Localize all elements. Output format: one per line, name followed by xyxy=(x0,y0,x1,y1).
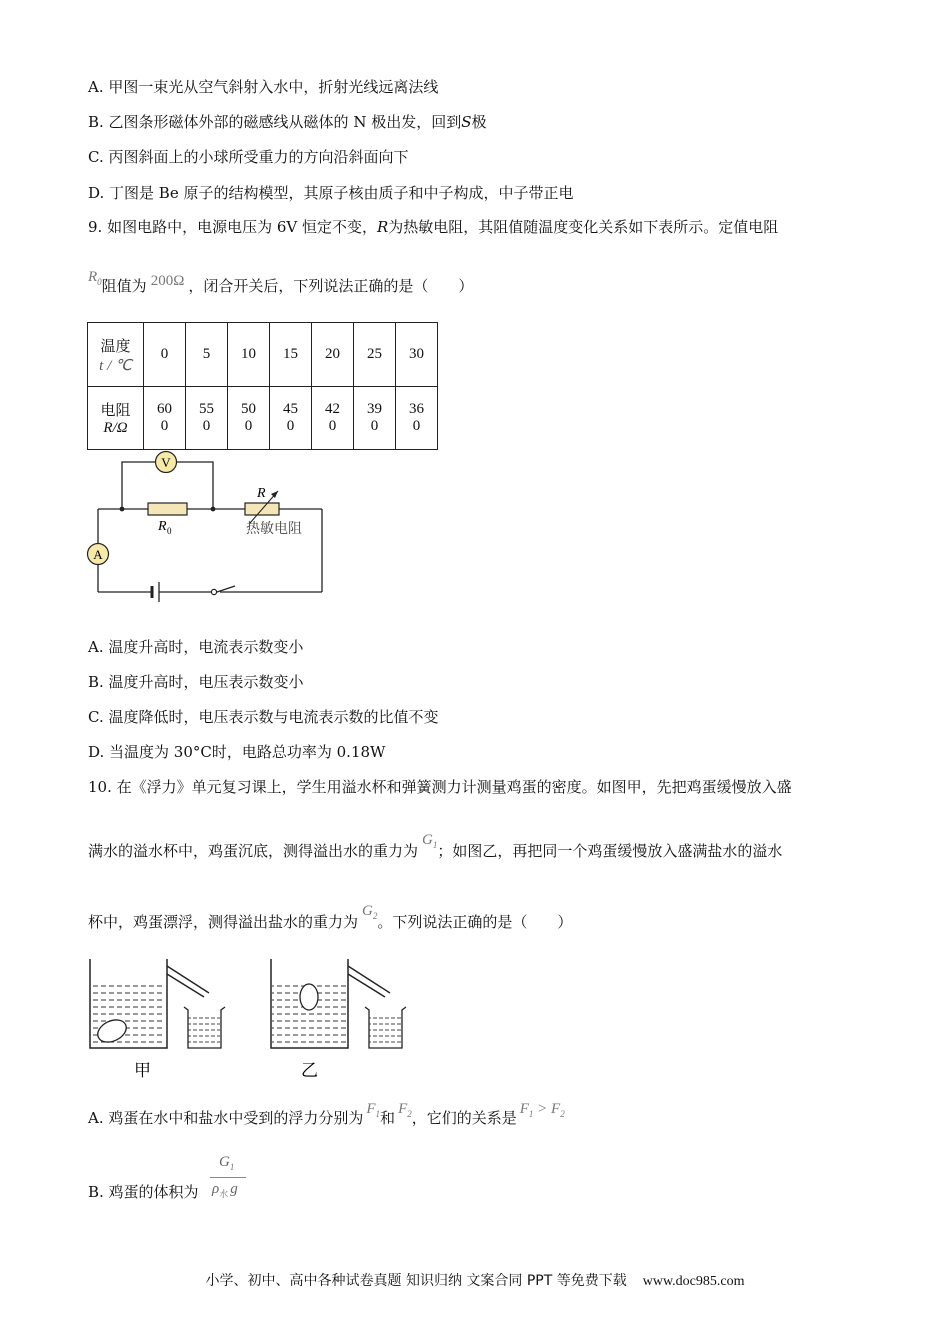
switch-contact-icon xyxy=(211,589,216,594)
q10-g2-symbol xyxy=(362,903,377,919)
circuit-diagram xyxy=(80,445,340,610)
fraction-numerator xyxy=(219,1154,234,1172)
q9-option-d: D. 当温度为 30°C时，电路总功率为 0.18W xyxy=(88,743,386,761)
res-label: 电阻 xyxy=(100,401,131,419)
q10-relation xyxy=(520,1101,565,1117)
q10-option-a-mid: ，它们的关系是 xyxy=(411,1109,517,1127)
q9-stem-r: R xyxy=(377,218,389,236)
footer-url[interactable]: www.doc985.com xyxy=(642,1274,745,1289)
page-footer xyxy=(0,1270,950,1290)
q10-stem2-post: ；如图乙，再把同一个鸡蛋缓慢放入盛满盐水的溢水 xyxy=(437,842,783,860)
q10-option-b: B. 鸡蛋的体积为 xyxy=(88,1183,199,1201)
q10-stem3-text: 杯中，鸡蛋漂浮，测得溢出盐水的重力为 xyxy=(88,913,359,931)
q9-stem-mid: 阻值为 xyxy=(101,277,147,295)
q10-f1-sub: 1 xyxy=(375,1109,381,1119)
q10-option-a-and: 和 xyxy=(380,1109,396,1127)
voltmeter-label: V xyxy=(161,455,171,470)
fraction-g: g xyxy=(230,1181,238,1197)
q10-stem-line1: 10. 在《浮力》单元复习课上，学生用溢水杯和弹簧测力计测量鸡蛋的密度。如图甲，先把鸡蛋缓慢放入盛 xyxy=(88,778,792,796)
q9-stem-post: ，闭合开关后，下列说法正确的是（ ） xyxy=(188,277,474,295)
table-cell xyxy=(354,387,396,450)
q9-r0-symbol xyxy=(88,269,102,285)
arrow-head-icon xyxy=(271,491,278,498)
q10-option-a xyxy=(88,1101,565,1134)
q10-rel-f1: F xyxy=(519,1101,529,1117)
junction-dot-right xyxy=(211,507,216,512)
spout-icon xyxy=(167,966,209,993)
q10-stem2-text: 满水的溢水杯中，鸡蛋沉底，测得溢出水的重力为 xyxy=(88,842,419,860)
table-cell: 0 xyxy=(144,323,186,387)
q10-g2-sub: 2 xyxy=(372,911,378,921)
q10-stem-line2 xyxy=(88,832,783,867)
table-row-temperature xyxy=(88,323,438,387)
table-cell xyxy=(396,387,438,450)
cell-top: 45 xyxy=(283,401,298,417)
q10-stem-line3 xyxy=(88,903,573,938)
cup-yi xyxy=(271,959,406,1048)
table-cell: 15 xyxy=(270,323,312,387)
table-cell xyxy=(228,387,270,450)
cell-bottom: 0 xyxy=(370,418,379,434)
table-cell xyxy=(312,387,354,450)
switch-icon xyxy=(217,586,235,592)
q9-stem-text: 9. 如图电路中，电源电压为 6V 恒定不变， xyxy=(88,218,377,236)
cell-top: 39 xyxy=(367,401,382,417)
spout-icon xyxy=(348,966,390,993)
temp-label: 温度 xyxy=(100,336,131,355)
q8-option-c: C. 丙图斜面上的小球所受重力的方向沿斜面向下 xyxy=(88,148,409,166)
q10-rel-sub2: 2 xyxy=(560,1109,565,1119)
cell-top: 42 xyxy=(325,401,340,417)
voltmeter-wire-left xyxy=(122,462,156,509)
temp-unit: t / ℃ xyxy=(99,357,132,374)
temp-header xyxy=(88,323,144,387)
cell-top: 36 xyxy=(409,401,424,417)
q8-option-b xyxy=(88,112,487,132)
fraction-numerator-sub: 1 xyxy=(229,1162,235,1172)
voltmeter-wire-right xyxy=(176,462,213,509)
overflow-water-icon xyxy=(369,1016,401,1048)
q9-stem-text2: 为热敏电阻，其阻值随温度变化关系如下表所示。定值电阻 xyxy=(388,218,779,236)
table-cell xyxy=(186,387,228,450)
q10-f2-sub: 2 xyxy=(407,1109,412,1119)
res-header xyxy=(88,387,144,450)
thermistor-label: 热敏电阻 xyxy=(246,521,302,537)
cell-bottom: 0 xyxy=(160,418,169,434)
cell-top: 50 xyxy=(241,401,256,417)
cell-bottom: 0 xyxy=(202,418,211,434)
q8-option-d: D. 丁图是 Be 原子的结构模型，其原子核由质子和中子构成，中子带正电 xyxy=(88,184,574,202)
ammeter-label: A xyxy=(93,547,103,562)
q10-f2-symbol xyxy=(398,1101,412,1117)
cell-bottom: 0 xyxy=(244,418,253,434)
q10-g1-letter: G xyxy=(422,832,433,848)
q10-rel-sub1: 1 xyxy=(528,1109,534,1119)
q10-g1-sub: 1 xyxy=(432,840,438,850)
fraction-bar xyxy=(210,1177,246,1178)
q10-stem3-post: 。下列说法正确的是（ ） xyxy=(377,913,573,931)
junction-dot-left xyxy=(120,507,125,512)
overflow-cup-figure xyxy=(85,955,415,1083)
q10-g2-letter: G xyxy=(362,903,373,919)
q9-r0-value: 200Ω xyxy=(150,273,185,289)
r0-label-sub: 0 xyxy=(167,526,172,536)
cup-jia xyxy=(90,959,225,1048)
footer-text: 小学、初中、高中各种试卷真题 知识归纳 文案合同 PPT 等免费下载 xyxy=(205,1273,627,1289)
q9-r0-letter: R xyxy=(88,269,98,285)
q10-option-a-text: A. 鸡蛋在水中和盐水中受到的浮力分别为 xyxy=(88,1109,364,1127)
q9-r0-sub: 0 xyxy=(97,277,102,287)
overflow-water-icon xyxy=(188,1016,220,1048)
cell-top: 60 xyxy=(157,401,172,417)
q8-option-a: A. 甲图一束光从空气斜射入水中，折射光线远离法线 xyxy=(88,78,439,96)
q10-f2-letter: F xyxy=(398,1101,408,1117)
figure-label-jia: 甲 xyxy=(134,1061,151,1081)
thermistor-table xyxy=(87,322,438,450)
r0-label: R xyxy=(158,519,167,534)
fraction-numerator-letter: G xyxy=(219,1154,230,1170)
q10-rel-gt: > F xyxy=(533,1101,561,1117)
table-cell: 25 xyxy=(354,323,396,387)
q10-f1-symbol xyxy=(366,1101,380,1117)
table-cell: 5 xyxy=(186,323,228,387)
q8-option-b-text: B. 乙图条形磁体外部的磁感线从磁体的 N 极出发，回到 xyxy=(88,113,462,131)
r0-resistor-icon xyxy=(148,503,187,515)
q9-stem-line2 xyxy=(88,269,474,302)
egg-icon xyxy=(300,984,318,1010)
fraction-denominator xyxy=(212,1181,238,1200)
figure-label-yi: 乙 xyxy=(301,1061,318,1081)
q10-g1-symbol xyxy=(422,832,437,848)
q10-f1-letter: F xyxy=(366,1101,376,1117)
q9-option-a: A. 温度升高时，电流表示数变小 xyxy=(88,638,304,656)
cell-bottom: 0 xyxy=(412,418,421,434)
fraction-rho-sub: 水 xyxy=(219,1189,229,1199)
res-unit: R/Ω xyxy=(103,420,128,436)
fraction-rho: ρ xyxy=(212,1181,220,1197)
table-cell xyxy=(144,387,186,450)
table-row-resistance xyxy=(88,387,438,450)
q8-option-b-tail: 极 xyxy=(471,113,487,131)
cell-bottom: 0 xyxy=(328,418,337,434)
table-cell: 30 xyxy=(396,323,438,387)
cell-bottom: 0 xyxy=(286,418,295,434)
q9-option-c: C. 温度降低时，电压表示数与电流表示数的比值不变 xyxy=(88,708,439,726)
r-label: R xyxy=(257,486,266,501)
cell-top: 55 xyxy=(199,401,214,417)
q9-option-b: B. 温度升高时，电压表示数变小 xyxy=(88,673,304,691)
table-cell xyxy=(270,387,312,450)
table-cell: 10 xyxy=(228,323,270,387)
q9-stem-line1 xyxy=(88,217,778,237)
q8-option-b-s: S xyxy=(461,113,472,131)
table-cell: 20 xyxy=(312,323,354,387)
